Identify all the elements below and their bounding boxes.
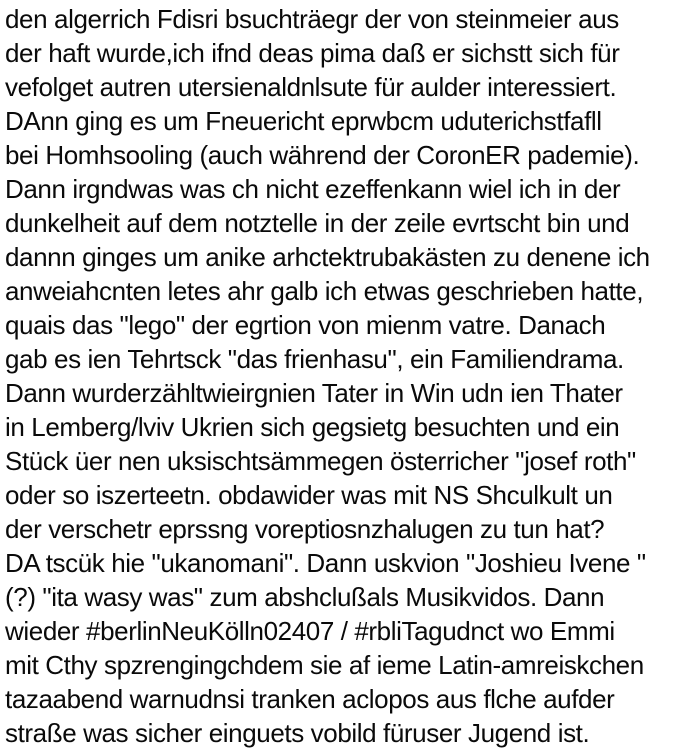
text-line: bei Homhsooling (auch während der CoronER pademie).	[5, 140, 640, 170]
text-line: Stück üer nen uksischtsämmegen österricher "josef roth"	[5, 446, 636, 476]
text-line: vefolget autren utersienaldnlsute für aulder interessiert.	[5, 72, 617, 102]
text-line: Dann irgndwas was ch nicht ezeffenkann wiel ich in der	[5, 174, 621, 204]
text-line: straße was sicher einguets vobild füruser Jugend ist.	[5, 718, 590, 748]
text-line: DAnn ging es um Fneuericht eprwbcm uduterichstfafll	[5, 106, 602, 136]
text-line: oder so iszerteetn. obdawider was mit NS Shculkult un	[5, 480, 613, 510]
text-line: anweiahcnten letes ahr galb ich etwas geschrieben hatte,	[5, 276, 644, 306]
text-line: der verschetr eprssng voreptiosnzhalugen zu tun hat?	[5, 514, 605, 544]
text-line: den algerrich Fdisri bsuchträegr der von steinmeier aus	[5, 4, 619, 34]
text-line: gab es ien Tehrtsck "das frienhasu", ein Familiendrama.	[5, 344, 624, 374]
text-line: (?) "ita wasy was" zum abshclußals Musikvidos. Dann	[5, 582, 605, 612]
text-line: quais das "lego" der egrtion von mienm vatre. Danach	[5, 310, 606, 340]
text-line: DA tscük hie "ukanomani". Dann uskvion "Joshieu Ivene "	[5, 548, 646, 578]
text-line: dannn ginges um anike arhctektrubakästen zu denene ich	[5, 242, 650, 272]
text-line: mit Cthy spzrengingchdem sie af ieme Latin-amreiskchen	[5, 650, 644, 680]
text-line: tazaabend warnudnsi tranken aclopos aus flche aufder	[5, 684, 615, 714]
text-line: Dann wurderzähltwieirgnien Tater in Win udn ien Thater	[5, 378, 623, 408]
text-line: der haft wurde,ich ifnd deas pima daß er sichstt sich für	[5, 38, 620, 68]
text-line: in Lemberg/lviv Ukrien sich gegsietg besuchten und ein	[5, 412, 620, 442]
text-line: wieder #berlinNeuKölln02407 / #rbliTagudnct wo Emmi	[5, 616, 615, 646]
text-line: dunkelheit auf dem notztelle in der zeile evrtscht bin und	[5, 208, 630, 238]
